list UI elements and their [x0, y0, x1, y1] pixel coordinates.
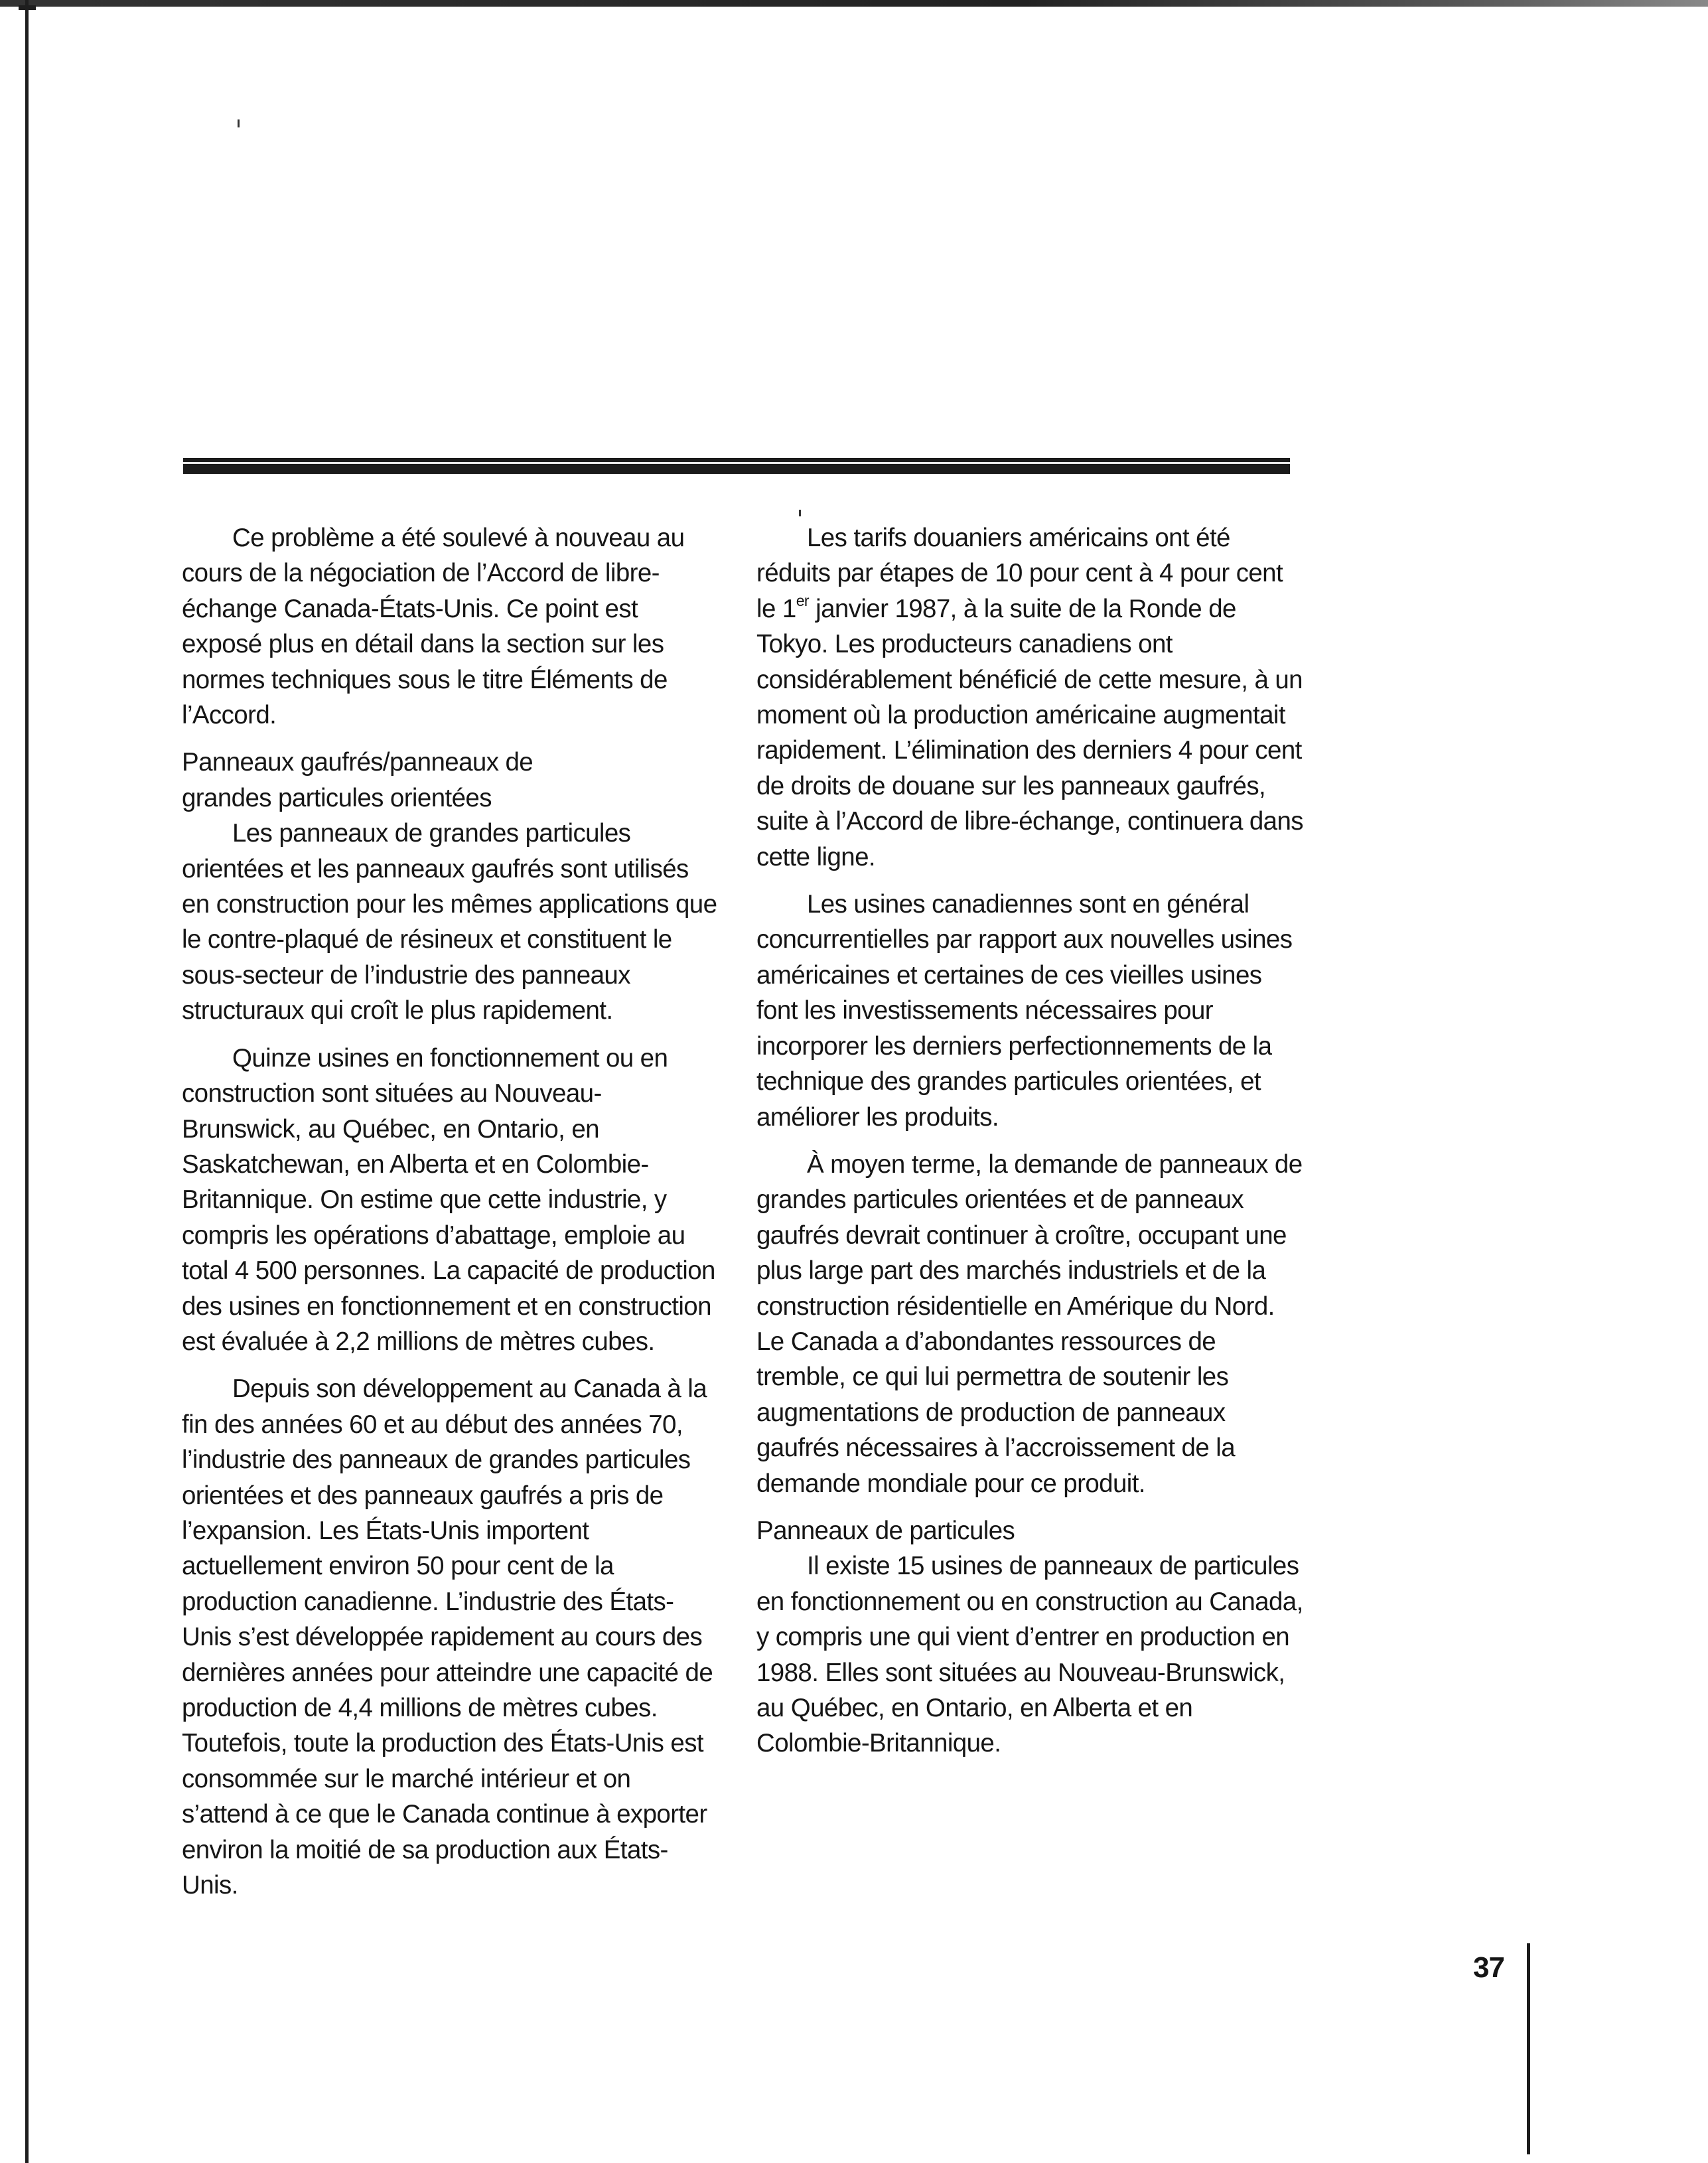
paragraph: Les panneaux de grandes particules orientées et les panneaux gaufrés sont utilisés en construction pour les mêmes applications que le contre-plaqué de résineux et constituent le sous-secteur de l’industrie des panneaux structuraux qui croît le plus rapidement. [182, 819, 717, 1025]
left-column [182, 520, 719, 1915]
paragraph: Les usines canadiennes sont en général concurrentielles par rapport aux nouvelles usines américaines et certaines de ces vieilles usines font les investissements nécessaires pour incorporer les derniers perfectionnements de la technique des grandes particules orientées, et améliorer les produits. [756, 890, 1293, 1132]
section-heading: Panneaux gaufrés/panneaux de grandes particules orientées [182, 748, 534, 812]
paragraph: Il existe 15 usines de panneaux de particules en fonctionnement ou en construction au Canada, y compris une qui vient d’entrer en production en 1988. Elles sont situées au Nouveau-Brunswick, au Québec, en Ontario, en Alberta et en Colombie-Britannique. [756, 1552, 1303, 1758]
superscript: er [796, 591, 810, 609]
scan-left-notch [19, 5, 36, 10]
paragraph [756, 520, 1307, 875]
page-number-bar [1527, 1943, 1530, 2154]
page-number: 37 [1473, 1951, 1504, 1984]
scan-left-edge [25, 0, 29, 2163]
paragraph-text: janvier 1987, à la suite de la Ronde de Tokyo. Les producteurs canadiens ont considérablement bénéficié de cette mesure, à un moment où la production américaine augmentait rapidement. L’élimination des derniers 4 pour cent de droits de douane sur les panneaux gaufrés, suite à l’Accord de libre-échange, continuera dans cette ligne. [756, 594, 1303, 871]
right-column [756, 520, 1307, 1773]
paragraph: À moyen terme, la demande de panneaux de grandes particules orientées et de panneaux gaufrés devrait continuer à croître, occupant une plus large part des marchés industriels et de la construction résidentielle en Amérique du Nord. Le Canada a d’abondantes ressources de tremble, ce qui lui permettra de soutenir les augmentations de production de panneaux gaufrés nécessaires à l’accroissement de la demande mondiale pour ce produit. [756, 1150, 1303, 1498]
scan-speck [799, 510, 801, 516]
scan-speck [238, 119, 240, 127]
paragraph: Ce problème a été soulevé à nouveau au cours de la négociation de l’Accord de libre-échange Canada-États-Unis. Ce point est exposé plus en détail dans la section sur les normes techniques sous le titre Éléments de l’Accord. [182, 524, 685, 730]
scan-top-edge [0, 0, 1708, 7]
paragraph: Quinze usines en fonctionnement ou en construction sont situées au Nouveau-Brunswick, au Québec, en Ontario, en Saskatchewan, en Alberta et en Colombie-Britannique. On estime que cette industrie, y compris les opérations d’abattage, emploie au total 4 500 personnes. La capacité de production des usines en fonctionnement et en construction est évaluée à 2,2 millions de mètres cubes. [182, 1043, 715, 1356]
section-heading: Panneaux de particules [756, 1516, 1015, 1545]
section-divider-rule [183, 458, 1290, 474]
paragraph: Depuis son développement au Canada à la fin des années 60 et au début des années 70, l’industrie des panneaux de grandes particules orientées et des panneaux gaufrés a pris de l’expansion. Les États-Unis importent actuellement environ 50 pour cent de la production canadienne. L’industrie des États-Unis s’est développée rapidement au cours des dernières années pour atteindre une capacité de production de 4,4 millions de mètres cubes. Toutefois, toute la production des États-Unis est consommée sur le marché intérieur et on s’attend à ce que le Canada continue à exporter environ la moitié de sa production aux États-Unis. [182, 1375, 713, 1900]
paragraph-text: Les tarifs douaniers américains ont été réduits par étapes de 10 pour cent à 4 pour cent le 1 [756, 524, 1283, 623]
